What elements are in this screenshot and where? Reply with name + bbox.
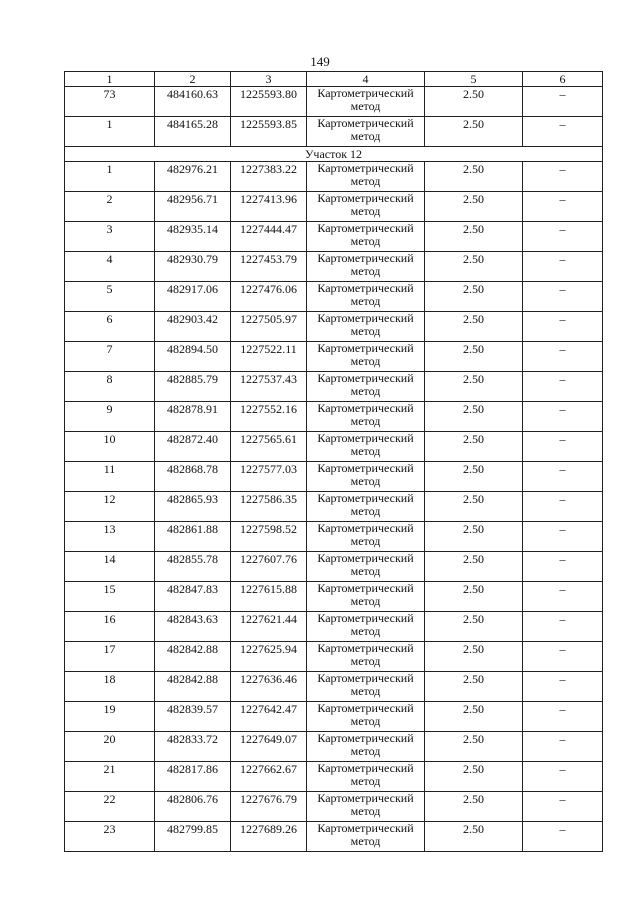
table-header [65, 72, 603, 87]
y-coordinate-cell: 1225593.85 [231, 117, 307, 147]
point-number-cell: 18 [65, 672, 155, 702]
method-cell: Картометрический метод [307, 552, 425, 582]
method-cell: Картометрический метод [307, 642, 425, 672]
note-cell: – [523, 642, 603, 672]
y-coordinate-cell: 1227577.03 [231, 462, 307, 492]
method-cell: Картометрический метод [307, 822, 425, 852]
method-cell: Картометрический метод [307, 342, 425, 372]
point-number-cell: 19 [65, 702, 155, 732]
note-cell: – [523, 162, 603, 192]
x-coordinate-cell: 482842.88 [155, 642, 231, 672]
page-number: 149 [310, 54, 330, 69]
x-coordinate-cell: 482847.83 [155, 582, 231, 612]
accuracy-cell: 2.50 [425, 162, 523, 192]
accuracy-cell: 2.50 [425, 642, 523, 672]
x-coordinate-cell: 482903.42 [155, 312, 231, 342]
table-row [65, 552, 603, 582]
note-cell: – [523, 732, 603, 762]
table-row [65, 612, 603, 642]
x-coordinate-cell: 482806.76 [155, 792, 231, 822]
accuracy-cell: 2.50 [425, 792, 523, 822]
accuracy-cell: 2.50 [425, 582, 523, 612]
accuracy-cell: 2.50 [425, 117, 523, 147]
note-cell: – [523, 372, 603, 402]
x-coordinate-cell: 482885.79 [155, 372, 231, 402]
y-coordinate-cell: 1227453.79 [231, 252, 307, 282]
column-header-4: 4 [307, 72, 425, 87]
method-cell: Картометрический метод [307, 672, 425, 702]
point-number-cell: 1 [65, 117, 155, 147]
point-number-cell: 7 [65, 342, 155, 372]
point-number-cell: 14 [65, 552, 155, 582]
point-number-cell: 4 [65, 252, 155, 282]
x-coordinate-cell: 482843.63 [155, 612, 231, 642]
method-cell: Картометрический метод [307, 582, 425, 612]
note-cell: – [523, 492, 603, 522]
x-coordinate-cell: 482855.78 [155, 552, 231, 582]
y-coordinate-cell: 1225593.80 [231, 87, 307, 117]
y-coordinate-cell: 1227642.47 [231, 702, 307, 732]
table-row [65, 87, 603, 117]
point-number-cell: 20 [65, 732, 155, 762]
note-cell: – [523, 402, 603, 432]
method-cell: Картометрический метод [307, 372, 425, 402]
point-number-cell: 3 [65, 222, 155, 252]
accuracy-cell: 2.50 [425, 312, 523, 342]
accuracy-cell: 2.50 [425, 402, 523, 432]
x-coordinate-cell: 484160.63 [155, 87, 231, 117]
method-cell: Картометрический метод [307, 117, 425, 147]
point-number-cell: 11 [65, 462, 155, 492]
method-cell: Картометрический метод [307, 192, 425, 222]
table-row [65, 252, 603, 282]
accuracy-cell: 2.50 [425, 282, 523, 312]
y-coordinate-cell: 1227505.97 [231, 312, 307, 342]
y-coordinate-cell: 1227586.35 [231, 492, 307, 522]
note-cell: – [523, 117, 603, 147]
method-cell: Картометрический метод [307, 612, 425, 642]
x-coordinate-cell: 482817.86 [155, 762, 231, 792]
table-row [65, 192, 603, 222]
y-coordinate-cell: 1227615.88 [231, 582, 307, 612]
note-cell: – [523, 462, 603, 492]
column-header-6: 6 [523, 72, 603, 87]
table-row [65, 582, 603, 612]
y-coordinate-cell: 1227598.52 [231, 522, 307, 552]
table-row [65, 792, 603, 822]
accuracy-cell: 2.50 [425, 612, 523, 642]
method-cell: Картометрический метод [307, 432, 425, 462]
column-header-3: 3 [231, 72, 307, 87]
point-number-cell: 1 [65, 162, 155, 192]
y-coordinate-cell: 1227607.76 [231, 552, 307, 582]
note-cell: – [523, 792, 603, 822]
y-coordinate-cell: 1227676.79 [231, 792, 307, 822]
y-coordinate-cell: 1227476.06 [231, 282, 307, 312]
accuracy-cell: 2.50 [425, 87, 523, 117]
table-row [65, 522, 603, 552]
note-cell: – [523, 552, 603, 582]
note-cell: – [523, 672, 603, 702]
note-cell: – [523, 582, 603, 612]
method-cell: Картометрический метод [307, 462, 425, 492]
x-coordinate-cell: 482833.72 [155, 732, 231, 762]
y-coordinate-cell: 1227522.11 [231, 342, 307, 372]
y-coordinate-cell: 1227649.07 [231, 732, 307, 762]
table-row [65, 822, 603, 852]
point-number-cell: 2 [65, 192, 155, 222]
x-coordinate-cell: 482868.78 [155, 462, 231, 492]
y-coordinate-cell: 1227413.96 [231, 192, 307, 222]
point-number-cell: 73 [65, 87, 155, 117]
table-row [65, 462, 603, 492]
table-row [65, 672, 603, 702]
x-coordinate-cell: 482917.06 [155, 282, 231, 312]
accuracy-cell: 2.50 [425, 372, 523, 402]
table-row [65, 432, 603, 462]
table-row [65, 642, 603, 672]
note-cell: – [523, 282, 603, 312]
y-coordinate-cell: 1227621.44 [231, 612, 307, 642]
x-coordinate-cell: 482799.85 [155, 822, 231, 852]
point-number-cell: 21 [65, 762, 155, 792]
table-row [65, 222, 603, 252]
section-heading-row [65, 147, 603, 162]
x-coordinate-cell: 482872.40 [155, 432, 231, 462]
accuracy-cell: 2.50 [425, 222, 523, 252]
accuracy-cell: 2.50 [425, 732, 523, 762]
accuracy-cell: 2.50 [425, 432, 523, 462]
method-cell: Картометрический метод [307, 492, 425, 522]
method-cell: Картометрический метод [307, 312, 425, 342]
coordinates-table [64, 71, 603, 852]
note-cell: – [523, 252, 603, 282]
point-number-cell: 6 [65, 312, 155, 342]
method-cell: Картометрический метод [307, 402, 425, 432]
y-coordinate-cell: 1227565.61 [231, 432, 307, 462]
method-cell: Картометрический метод [307, 222, 425, 252]
y-coordinate-cell: 1227662.67 [231, 762, 307, 792]
accuracy-cell: 2.50 [425, 822, 523, 852]
y-coordinate-cell: 1227689.26 [231, 822, 307, 852]
note-cell: – [523, 762, 603, 792]
point-number-cell: 10 [65, 432, 155, 462]
method-cell: Картометрический метод [307, 252, 425, 282]
table-row [65, 312, 603, 342]
note-cell: – [523, 702, 603, 732]
note-cell: – [523, 312, 603, 342]
accuracy-cell: 2.50 [425, 252, 523, 282]
accuracy-cell: 2.50 [425, 492, 523, 522]
column-header-5: 5 [425, 72, 523, 87]
table-row [65, 372, 603, 402]
method-cell: Картометрический метод [307, 762, 425, 792]
column-header-2: 2 [155, 72, 231, 87]
point-number-cell: 16 [65, 612, 155, 642]
y-coordinate-cell: 1227444.47 [231, 222, 307, 252]
x-coordinate-cell: 484165.28 [155, 117, 231, 147]
accuracy-cell: 2.50 [425, 342, 523, 372]
table-row [65, 732, 603, 762]
y-coordinate-cell: 1227537.43 [231, 372, 307, 402]
x-coordinate-cell: 482935.14 [155, 222, 231, 252]
x-coordinate-cell: 482976.21 [155, 162, 231, 192]
accuracy-cell: 2.50 [425, 552, 523, 582]
x-coordinate-cell: 482839.57 [155, 702, 231, 732]
x-coordinate-cell: 482956.71 [155, 192, 231, 222]
x-coordinate-cell: 482930.79 [155, 252, 231, 282]
y-coordinate-cell: 1227552.16 [231, 402, 307, 432]
point-number-cell: 12 [65, 492, 155, 522]
accuracy-cell: 2.50 [425, 522, 523, 552]
note-cell: – [523, 432, 603, 462]
point-number-cell: 17 [65, 642, 155, 672]
point-number-cell: 22 [65, 792, 155, 822]
note-cell: – [523, 87, 603, 117]
method-cell: Картометрический метод [307, 162, 425, 192]
table-row [65, 342, 603, 372]
note-cell: – [523, 522, 603, 552]
y-coordinate-cell: 1227636.46 [231, 672, 307, 702]
header-row [65, 72, 603, 87]
note-cell: – [523, 342, 603, 372]
table-row [65, 117, 603, 147]
method-cell: Картометрический метод [307, 792, 425, 822]
table-row [65, 162, 603, 192]
note-cell: – [523, 222, 603, 252]
accuracy-cell: 2.50 [425, 672, 523, 702]
table-row [65, 402, 603, 432]
accuracy-cell: 2.50 [425, 762, 523, 792]
y-coordinate-cell: 1227383.22 [231, 162, 307, 192]
note-cell: – [523, 192, 603, 222]
x-coordinate-cell: 482861.88 [155, 522, 231, 552]
method-cell: Картометрический метод [307, 522, 425, 552]
table-row [65, 762, 603, 792]
y-coordinate-cell: 1227625.94 [231, 642, 307, 672]
x-coordinate-cell: 482894.50 [155, 342, 231, 372]
method-cell: Картометрический метод [307, 702, 425, 732]
section-heading: Участок 12 [65, 147, 603, 162]
note-cell: – [523, 822, 603, 852]
method-cell: Картометрический метод [307, 732, 425, 762]
table-body [65, 87, 603, 852]
point-number-cell: 9 [65, 402, 155, 432]
method-cell: Картометрический метод [307, 87, 425, 117]
column-header-1: 1 [65, 72, 155, 87]
point-number-cell: 13 [65, 522, 155, 552]
table-row [65, 702, 603, 732]
accuracy-cell: 2.50 [425, 702, 523, 732]
x-coordinate-cell: 482865.93 [155, 492, 231, 522]
point-number-cell: 8 [65, 372, 155, 402]
note-cell: – [523, 612, 603, 642]
accuracy-cell: 2.50 [425, 462, 523, 492]
table-row [65, 492, 603, 522]
accuracy-cell: 2.50 [425, 192, 523, 222]
point-number-cell: 23 [65, 822, 155, 852]
point-number-cell: 15 [65, 582, 155, 612]
x-coordinate-cell: 482842.88 [155, 672, 231, 702]
method-cell: Картометрический метод [307, 282, 425, 312]
table-row [65, 282, 603, 312]
point-number-cell: 5 [65, 282, 155, 312]
x-coordinate-cell: 482878.91 [155, 402, 231, 432]
